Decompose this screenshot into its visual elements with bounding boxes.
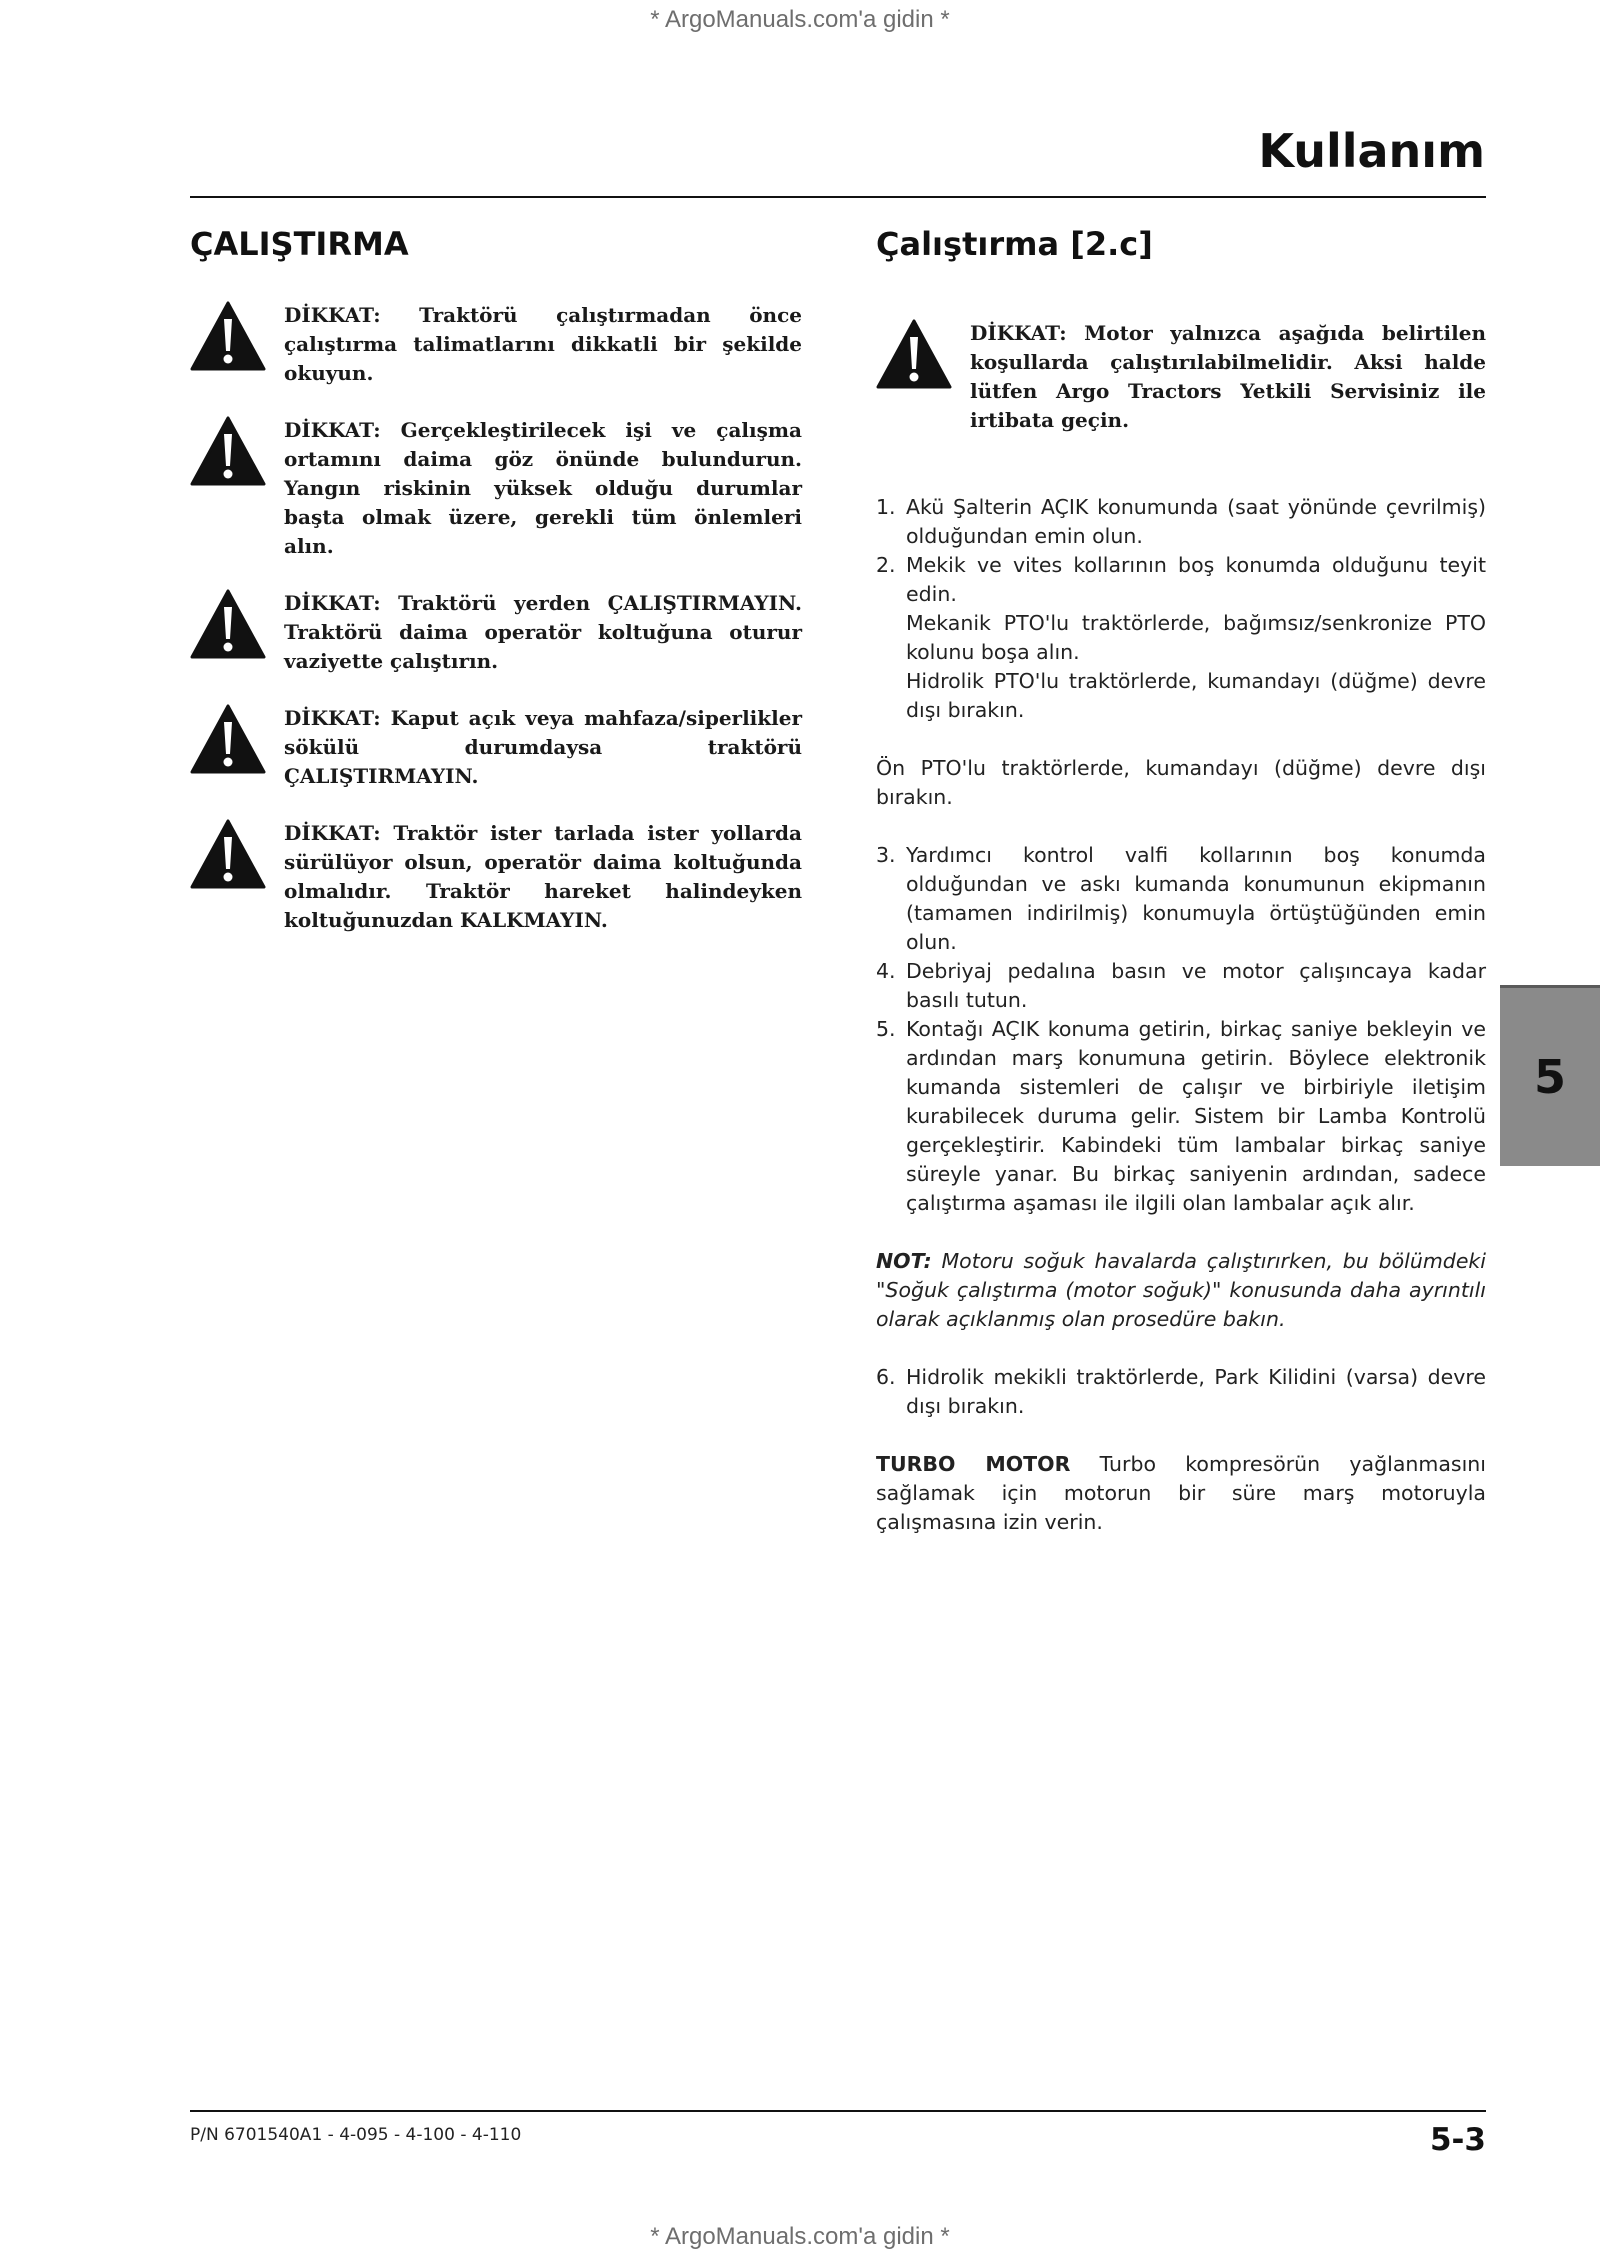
warning-triangle-icon xyxy=(190,416,266,486)
warning-text: DİKKAT: Traktörü çalıştırmadan önce çalıştırma talimatlarını dikkatli bir şekilde okuyun. xyxy=(284,303,802,385)
warning-text: DİKKAT: Traktörü yerden ÇALIŞTIRMAYIN. Traktörü daima operatör koltuğuna oturur vaziyette çalıştırın. xyxy=(284,591,802,673)
list-item xyxy=(876,1363,1486,1421)
footer-rule xyxy=(190,2110,1486,2112)
list-item-text: Hidrolik PTO'lu traktörlerde, kumandayı (düğme) devre dışı bırakın. xyxy=(906,669,1486,722)
warning-block xyxy=(190,301,802,388)
section-heading-left: ÇALIŞTIRMA xyxy=(190,225,409,263)
chapter-tab-label: 5 xyxy=(1533,1050,1566,1104)
warning-block xyxy=(190,416,802,561)
left-column xyxy=(190,225,802,963)
note-paragraph xyxy=(876,1247,1486,1334)
chapter-tab xyxy=(1500,985,1600,1166)
list-item-number: 6. xyxy=(876,1365,896,1389)
turbo-text: Turbo kompresörün yağlanmasını sağlamak için motorun bir süre marş motoruyla çalışmasına izin verin. xyxy=(876,1452,1486,1534)
warning-triangle-icon xyxy=(190,704,266,774)
footer-part-number: P/N 6701540A1 - 4-095 - 4-100 - 4-110 xyxy=(190,2125,522,2145)
list-item xyxy=(876,551,1486,725)
list-item-text: Mekanik PTO'lu traktörlerde, bağımsız/senkronize PTO kolunu boşa alın. xyxy=(906,611,1486,664)
warning-list xyxy=(190,301,802,935)
warning-triangle-icon xyxy=(190,301,266,371)
note-text: Motoru soğuk havalarda çalıştırırken, bu bölümdeki "Soğuk çalıştırma (motor soğuk)" konusunda daha ayrıntılı olarak açıklanmış olan prosedüre bakın. xyxy=(876,1249,1486,1331)
warning-text: DİKKAT: Gerçekleştirilecek işi ve çalışma ortamını daima göz önünde bulundurun. Yangın riskinin yüksek olduğu durumlar başta olmak üzere, gerekli tüm önlemleri alın. xyxy=(284,418,802,558)
list-item-text: Yardımcı kontrol valfi kollarının boş konumda olduğundan ve askı kumanda konumunun ekipmanın (tamamen indirilmiş) konumuyla örtüştüğünden emin olun. xyxy=(906,843,1486,954)
list-item xyxy=(876,957,1486,1015)
warning-block xyxy=(190,589,802,676)
steps-list-b xyxy=(876,841,1486,1218)
warning-triangle-icon xyxy=(190,589,266,659)
note-label: NOT: xyxy=(876,1249,932,1273)
header-rule xyxy=(190,196,1486,198)
list-item-text: Hidrolik mekikli traktörlerde, Park Kilidini (varsa) devre dışı bırakın. xyxy=(906,1365,1486,1418)
list-item-number: 1. xyxy=(876,495,896,519)
right-column xyxy=(876,225,1486,1537)
steps-list-c xyxy=(876,1363,1486,1421)
list-item-number: 4. xyxy=(876,959,896,983)
footer-page-number: 5-3 xyxy=(1429,2122,1486,2158)
steps-list-a xyxy=(876,493,1486,725)
front-pto-paragraph: Ön PTO'lu traktörlerde, kumandayı (düğme) devre dışı bırakın. xyxy=(876,756,1486,809)
list-item xyxy=(876,493,1486,551)
warning-block xyxy=(190,704,802,791)
list-item-text: Debriyaj pedalına basın ve motor çalışıncaya kadar basılı tutun. xyxy=(906,959,1486,1012)
list-item-number: 2. xyxy=(876,553,896,577)
warning-triangle-icon xyxy=(876,319,952,389)
warning-block xyxy=(876,319,1486,435)
watermark-top: * ArgoManuals.com'a gidin * xyxy=(650,6,950,33)
warning-triangle-icon xyxy=(190,819,266,889)
turbo-label: TURBO MOTOR xyxy=(876,1452,1071,1476)
section-heading-right: Çalıştırma [2.c] xyxy=(876,225,1153,263)
list-item-text: Mekik ve vites kollarının boş konumda olduğunu teyit edin. xyxy=(906,553,1486,606)
list-item-number: 3. xyxy=(876,843,896,867)
turbo-paragraph xyxy=(876,1450,1486,1537)
list-item xyxy=(876,841,1486,957)
warning-text: DİKKAT: Kaput açık veya mahfaza/siperlikler sökülü durumdaysa traktörü ÇALIŞTIRMAYIN. xyxy=(284,706,802,788)
watermark-bottom: * ArgoManuals.com'a gidin * xyxy=(650,2223,950,2250)
warning-text: DİKKAT: Motor yalnızca aşağıda belirtilen koşullarda çalıştırılabilmelidir. Aksi halde lütfen Argo Tractors Yetkili Servisiniz ile irtibata geçin. xyxy=(970,321,1486,432)
warning-block xyxy=(190,819,802,935)
list-item-text: Kontağı AÇIK konuma getirin, birkaç saniye bekleyin ve ardından marş konumuna getirin. Böylece elektronik kumanda sistemleri de çalışır ve birbiriyle iletişim kurabilecek duruma gelir. Sistem bir Lamba Kontrolü gerçekleştirir. Kabindeki tüm lambalar birkaç saniye süreyle yanar. Bu birkaç saniyenin ardından, sadece çalıştırma aşaması ile ilgili olan lambalar açık alır. xyxy=(906,1017,1486,1215)
warning-text: DİKKAT: Traktör ister tarlada ister yollarda sürülüyor olsun, operatör daima koltuğunda olmalıdır. Traktör hareket halindeyken koltuğunuzdan KALKMAYIN. xyxy=(284,821,802,932)
page-title: Kullanım xyxy=(1258,124,1485,178)
list-item-text: Akü Şalterin AÇIK konumunda (saat yönünde çevrilmiş) olduğundan emin olun. xyxy=(906,495,1486,548)
list-item-number: 5. xyxy=(876,1017,896,1041)
list-item xyxy=(876,1015,1486,1218)
